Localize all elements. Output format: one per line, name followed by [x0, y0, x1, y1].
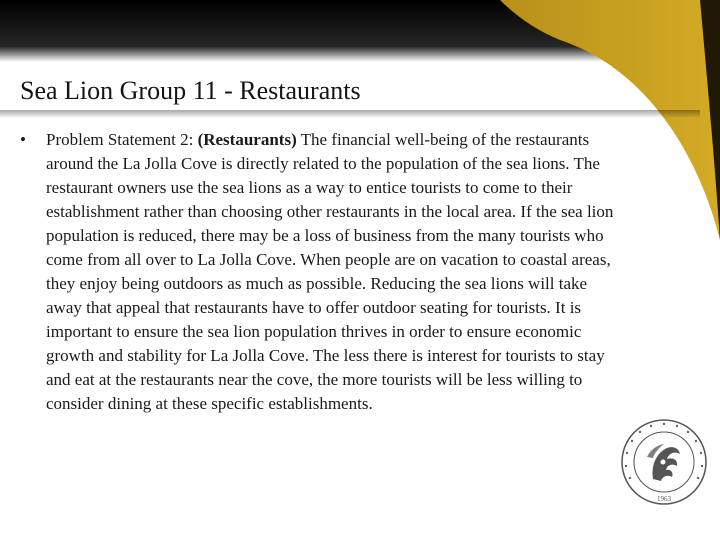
bullet-marker: •: [20, 130, 26, 149]
seal-year: 1963: [657, 495, 671, 503]
slide-title: Sea Lion Group 11 - Restaurants: [20, 76, 361, 105]
bullet-text: The financial well-being of the restaurants around the La Jolla Cove is directly related to the population of the sea lions. The restaurant owners use the sea lions as a way to entice tourists to come to their establishment rather than choosing other restaurants in the local area. If the sea lion population is reduced, there may be a loss of business from the many tourists who come from all over to La Jolla Cove. When people are on vacation to coastal areas, they enjoy being outdoors as much as possible. Reducing the sea lions will take away that appeal that restaurants have to offer outdoor seating for tourists. It is important to ensure the sea lion population thrives in order to ensure economic growth and stability for La Jolla Cove. The less there is interest for tourists to stay and eat at the restaurants near the cove, the more tourists will be less willing to consider dining at these specific establishments.: [46, 130, 614, 413]
bullet-prefix: Problem Statement 2:: [46, 130, 198, 149]
bullet-item: [20, 128, 616, 416]
slide-body: [20, 128, 616, 416]
title-shadow-band: [0, 110, 700, 118]
bullet-bold-label: (Restaurants): [197, 130, 297, 149]
ucf-seal-logo: [617, 417, 711, 507]
